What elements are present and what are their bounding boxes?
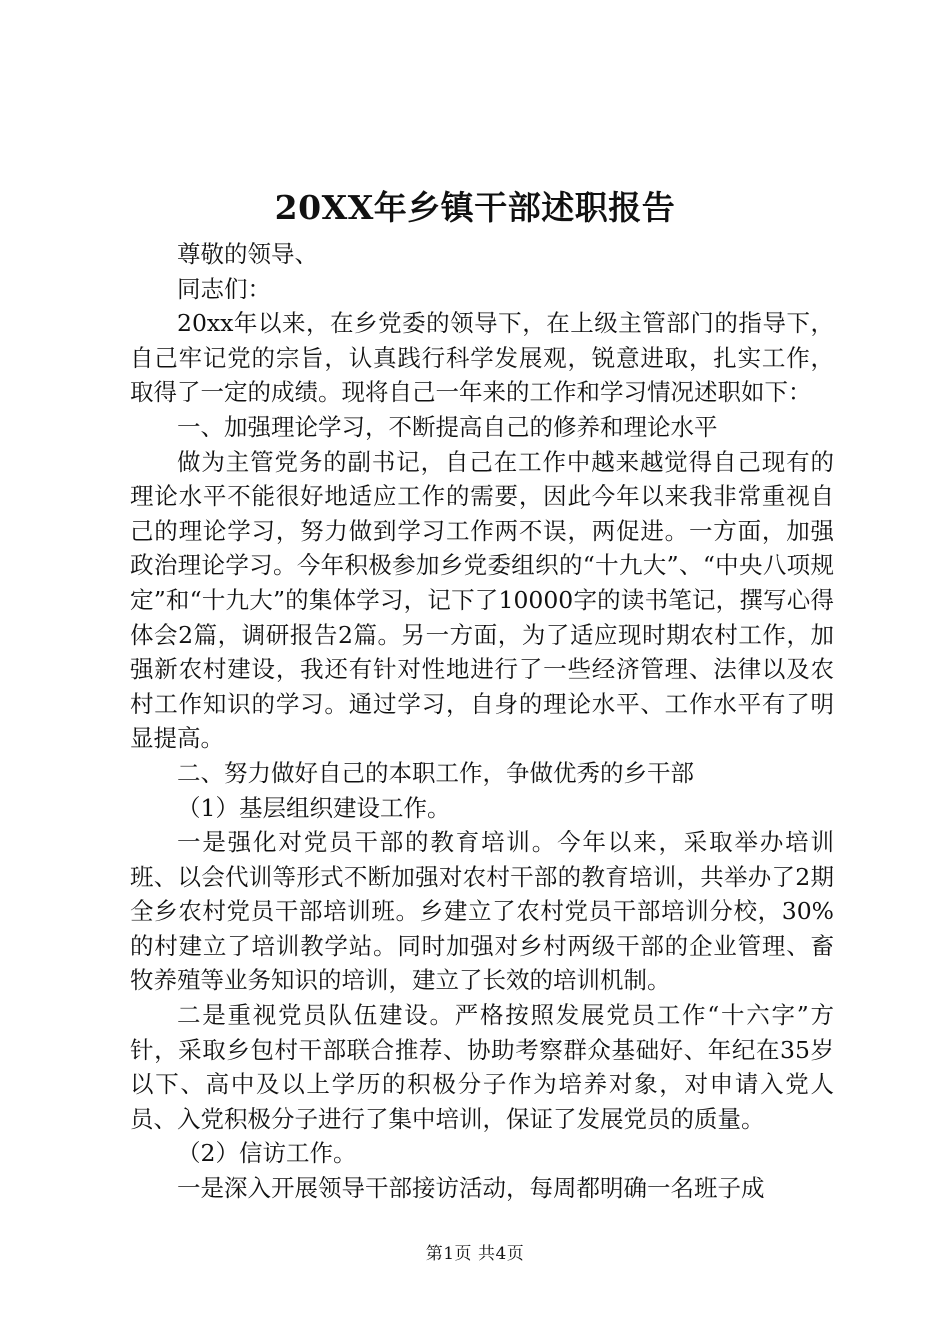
document-body bbox=[130, 237, 834, 1206]
section-heading-2: 二、努力做好自己的本职工作，争做优秀的乡干部 bbox=[177, 758, 694, 787]
training-paragraph: 一是强化对党员干部的教育培训。今年以来，采取举办培训班、以会代训等形式不断加强对农村干部的教育培训，共举办了2期全乡农村党员干部培训班。乡建立了农村党员干部培训分校，30%的村建立了培训教学站。同时加强对乡村两级干部的企业管理、畜牧养殖等业务知识的培训，建立了长效的培训机制。 bbox=[130, 828, 834, 995]
subsection-heading-2: （2）信访工作。 bbox=[177, 1139, 357, 1168]
party-member-paragraph: 二是重视党员队伍建设。严格按照发展党员工作“十六字”方针，采取乡包村干部联合推荐、协助考察群众基础好、年纪在35岁以下、高中及以上学历的积极分子作为培养对象，对申请入党人员、入党积极分子进行了集中培训，保证了发展党员的质量。 bbox=[130, 1001, 834, 1133]
salutation-line-1: 尊敬的领导、 bbox=[177, 240, 318, 268]
subsection-heading-1: （1）基层组织建设工作。 bbox=[177, 793, 451, 822]
intro-paragraph: 20xx年以来，在乡党委的领导下，在上级主管部门的指导下，自己牢记党的宗旨，认真践行科学发展观，锐意进取，扎实工作，取得了一定的成绩。现将自己一年来的工作和学习情况述职如下： bbox=[130, 309, 834, 407]
page-number: 第1页 共4页 bbox=[425, 1244, 525, 1264]
petition-paragraph: 一是深入开展领导干部接访活动，每周都明确一名班子成 bbox=[177, 1174, 765, 1203]
document-title: 20XX年乡镇干部述职报告 bbox=[274, 188, 676, 227]
section-heading-1: 一、加强理论学习，不断提高自己的修养和理论水平 bbox=[177, 412, 718, 441]
salutation-line-2: 同志们： bbox=[177, 274, 271, 303]
theory-study-paragraph: 做为主管党务的副书记，自己在工作中越来越觉得自己现有的理论水平不能很好地适应工作的需要，因此今年以来我非常重视自己的理论学习，努力做到学习工作两不误，两促进。一方面，加强政治理论学习。今年积极参加乡党委组织的“十九大”、“中央八项规定”和“十九大”的集体学习，记下了10000字的读书笔记，撰写心得体会2篇，调研报告2篇。另一方面，为了适应现时期农村工作，加强新农村建设，我还有针对性地进行了一些经济管理、法律以及农村工作知识的学习。通过学习，自身的理论水平、工作水平有了明显提高。 bbox=[130, 447, 834, 753]
